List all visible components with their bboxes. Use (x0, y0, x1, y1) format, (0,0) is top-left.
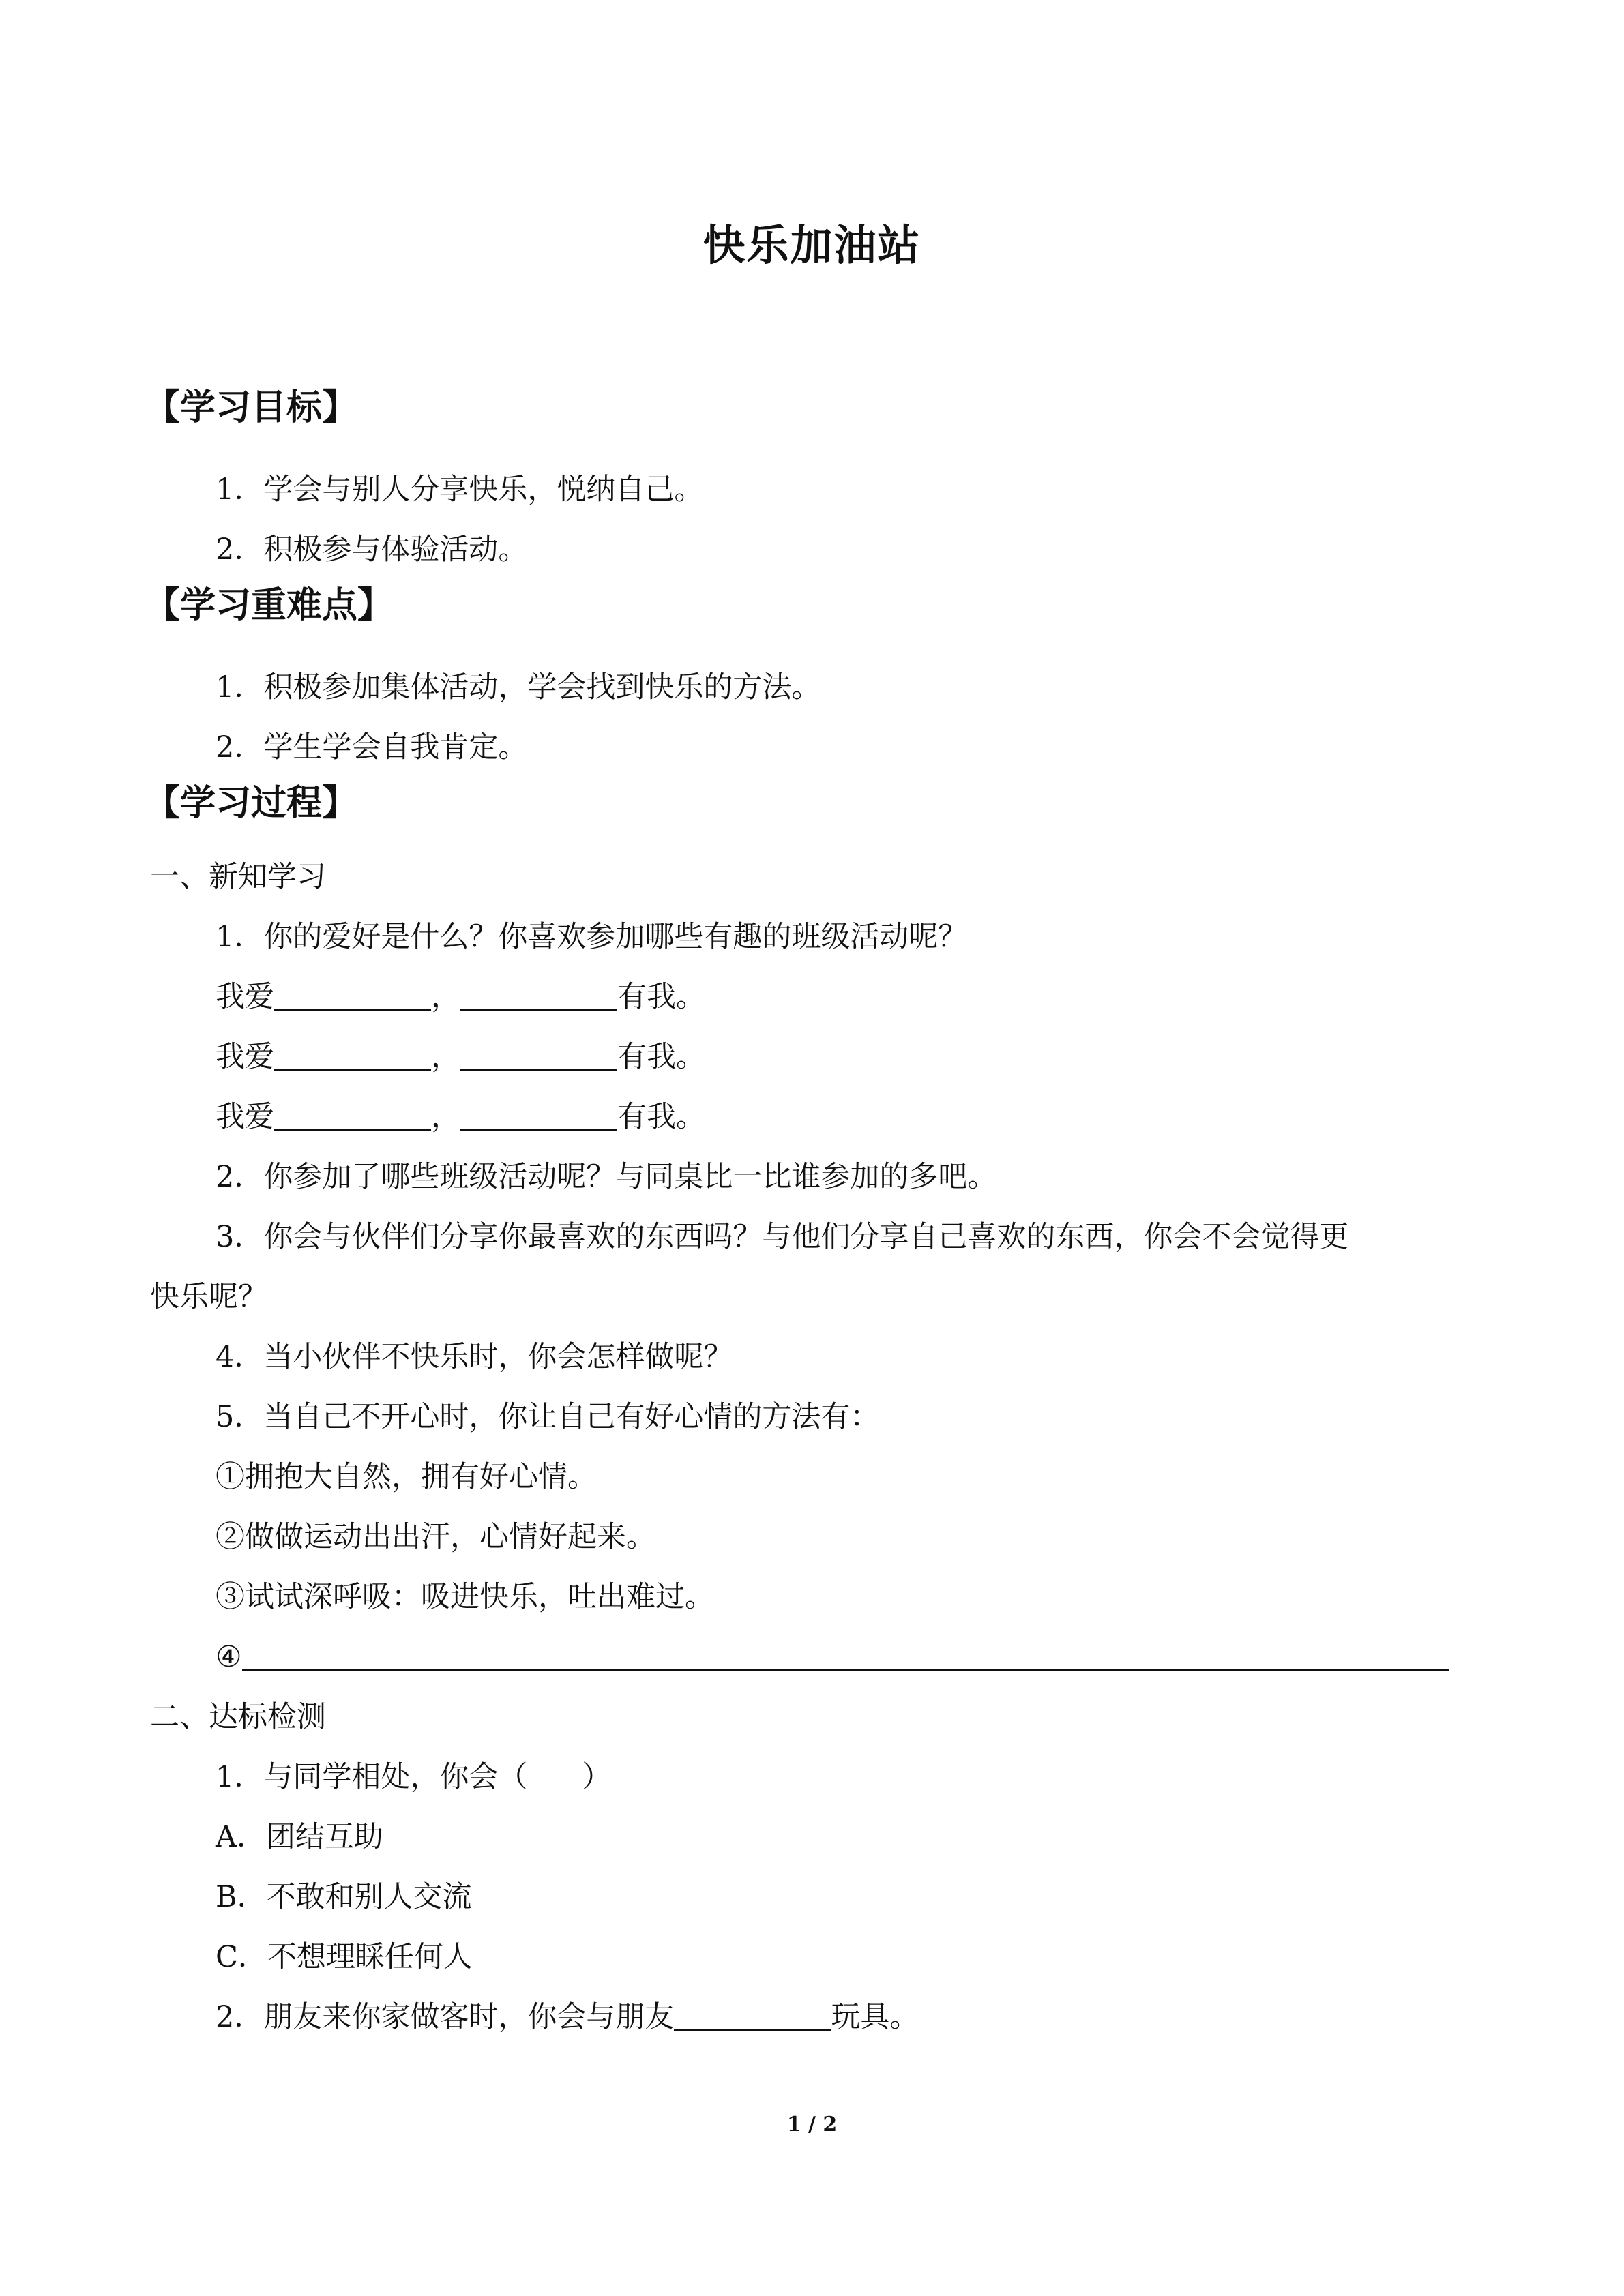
option-c: C．不想理睬任何人 (216, 1940, 473, 1974)
question-3-line-2: 快乐呢？ (150, 1280, 267, 1314)
fill-in-row (150, 1027, 1487, 1087)
question-text: 1．与同学相处，你会（ (216, 1760, 528, 1794)
fill-prefix: 我爱 (216, 1040, 274, 1074)
method-item: ①拥抱大自然，拥有好心情。 (216, 1460, 597, 1494)
worksheet-content (145, 382, 1487, 2047)
question-1: 1．你的爱好是什么？你喜欢参加哪些有趣的班级活动呢？ (216, 920, 968, 954)
method-item-blank (150, 1627, 1487, 1687)
fill-in-row (150, 967, 1487, 1027)
fill-suffix: 有我。 (617, 980, 705, 1014)
answer-blank-long[interactable] (242, 1642, 1449, 1671)
fill-comma: ， (431, 1100, 460, 1134)
key-point-item: 2．学生学会自我肯定。 (216, 730, 528, 764)
section-heading-key-points: 【学习重难点】 (145, 584, 394, 626)
answer-blank[interactable] (274, 1102, 431, 1131)
part-heading-new-knowledge: 一、新知学习 (150, 860, 326, 894)
option-a: A．团结互助 (216, 1820, 384, 1854)
question-5: 5．当自己不开心时，你让自己有好心情的方法有： (216, 1400, 880, 1434)
check-question-1 (150, 1747, 1487, 1807)
answer-blank[interactable] (460, 1102, 617, 1131)
method-number: ④ (216, 1640, 242, 1674)
answer-blank[interactable] (274, 982, 431, 1011)
answer-blank[interactable] (674, 2002, 831, 2031)
section-heading-goals: 【学习目标】 (145, 387, 358, 428)
goal-item: 1．学会与别人分享快乐，悦纳自己。 (216, 473, 704, 507)
fill-comma: ， (431, 1040, 460, 1074)
answer-blank[interactable] (460, 982, 617, 1011)
fill-prefix: 我爱 (216, 1100, 274, 1134)
section-heading-process: 【学习过程】 (145, 782, 358, 824)
question-2: 2．你参加了哪些班级活动呢？与同桌比一比谁参加的多吧。 (216, 1160, 997, 1194)
fill-prefix: 我爱 (216, 980, 274, 1014)
method-item: ②做做运动出出汗，心情好起来。 (216, 1520, 655, 1554)
fill-suffix: 有我。 (617, 1100, 705, 1134)
part-heading-check: 二、达标检测 (150, 1700, 326, 1734)
question-3-line-1: 3．你会与伙伴们分享你最喜欢的东西吗？与他们分享自己喜欢的东西，你会不会觉得更 (216, 1220, 1349, 1254)
method-item: ③试试深呼吸：吸进快乐，吐出难过。 (216, 1580, 714, 1614)
question-close-paren: ） (582, 1760, 612, 1794)
question-text: 2．朋友来你家做客时，你会与朋友 (216, 2000, 675, 2034)
key-point-item: 1．积极参加集体活动，学会找到快乐的方法。 (216, 670, 821, 704)
answer-blank[interactable] (274, 1042, 431, 1071)
page-number: 1 / 2 (786, 2113, 838, 2136)
question-4: 4．当小伙伴不快乐时，你会怎样做呢？ (216, 1340, 733, 1374)
answer-blank[interactable] (460, 1042, 617, 1071)
fill-comma: ， (431, 980, 460, 1014)
check-question-2 (150, 1987, 1487, 2047)
option-b: B．不敢和别人交流 (216, 1880, 472, 1914)
goal-item: 2．积极参与体验活动。 (216, 533, 528, 567)
page-title: 快乐加油站 (703, 220, 921, 270)
question-suffix: 玩具。 (831, 2000, 919, 2034)
fill-suffix: 有我。 (617, 1040, 705, 1074)
fill-in-row (150, 1087, 1487, 1147)
